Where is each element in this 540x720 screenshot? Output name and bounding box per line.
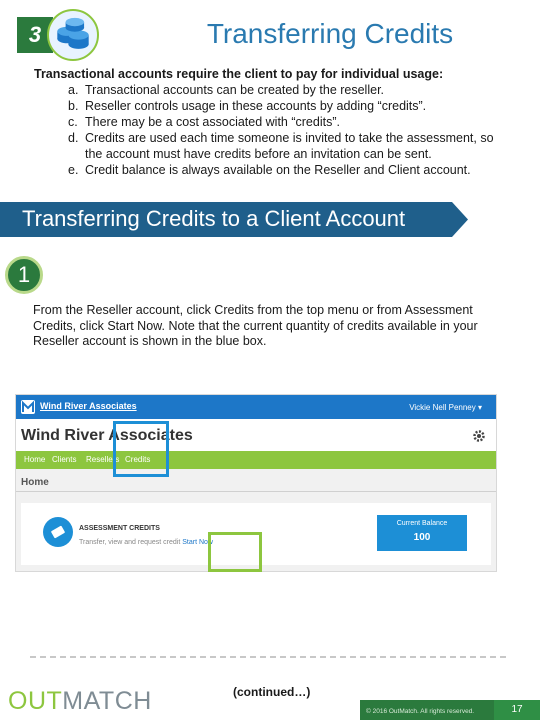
intro-section bbox=[34, 66, 514, 178]
intro-list-item bbox=[68, 162, 514, 178]
card-title: ASSESSMENT CREDITS bbox=[79, 525, 160, 532]
brand-part-one: OUT bbox=[8, 687, 63, 715]
intro-list-item bbox=[68, 130, 514, 162]
menu-clients[interactable]: Clients bbox=[52, 455, 77, 464]
user-name: Vickie Nell Penney bbox=[409, 403, 476, 412]
start-now-link[interactable]: Start Now bbox=[182, 539, 213, 546]
intro-list bbox=[68, 82, 514, 178]
current-balance-box bbox=[377, 515, 467, 551]
step-number-badge: 3 bbox=[17, 17, 53, 53]
intro-lead: Transactional accounts require the client to pay for individual usage: bbox=[34, 67, 444, 81]
intro-list-item bbox=[68, 82, 514, 98]
list-marker: b. bbox=[68, 99, 79, 113]
balance-label: Current Balance bbox=[396, 520, 448, 527]
screenshot-header bbox=[16, 419, 496, 451]
card-desc-text: Transfer, view and request credit bbox=[79, 539, 181, 546]
list-text: Transactional accounts can be created by the reseller. bbox=[85, 83, 385, 97]
app-logo-icon bbox=[21, 400, 35, 414]
list-text: There may be a cost associated with “credits”. bbox=[85, 115, 340, 129]
topbar-company-link[interactable]: Wind River Associates bbox=[40, 401, 137, 411]
intro-list-item bbox=[68, 98, 514, 114]
brand-part-two: MATCH bbox=[62, 687, 152, 715]
menu-home[interactable]: Home bbox=[24, 455, 46, 464]
credits-highlight-box bbox=[113, 421, 169, 477]
copyright-text: © 2016 OutMatch. All rights reserved. bbox=[366, 708, 475, 715]
breadcrumb: Home bbox=[21, 477, 49, 488]
screenshot-menu bbox=[16, 451, 496, 469]
coins-icon bbox=[47, 9, 99, 61]
page-title: Transferring Credits bbox=[206, 18, 454, 49]
list-marker: c. bbox=[68, 115, 78, 129]
gear-icon[interactable] bbox=[472, 429, 486, 443]
intro-list-item bbox=[68, 114, 514, 130]
menu-credits[interactable]: Credits bbox=[125, 455, 151, 464]
user-menu[interactable] bbox=[409, 403, 482, 412]
list-text: Credit balance is always available on the Reseller and Client account. bbox=[85, 163, 471, 177]
ticket-icon bbox=[43, 517, 73, 547]
list-marker: d. bbox=[68, 131, 79, 145]
list-marker: a. bbox=[68, 83, 79, 97]
page-number: 17 bbox=[494, 700, 540, 720]
divider bbox=[16, 491, 496, 492]
list-text: Reseller controls usage in these accounts by adding “credits”. bbox=[85, 99, 427, 113]
menu-resellers[interactable]: Resellers bbox=[86, 455, 120, 464]
step-one-circle: 1 bbox=[5, 256, 43, 294]
brand-logo bbox=[8, 687, 152, 716]
start-now-highlight-box bbox=[208, 532, 262, 572]
footer-divider bbox=[30, 656, 506, 658]
screenshot-topbar bbox=[16, 395, 496, 419]
section-title: Transferring Credits to a Client Account bbox=[22, 206, 406, 231]
list-marker: e. bbox=[68, 163, 79, 177]
instructions-text: From the Reseller account, click Credits from the top menu or from Assessment Credits, click Start Now. Note that the current quantity of credits available in your Reseller account is shown in the blue box. bbox=[33, 303, 478, 348]
list-text: Credits are used each time someone is invited to take the assessment, so the account must have credits before an invitation can be sent. bbox=[85, 131, 494, 161]
continued-label: (continued…) bbox=[233, 685, 311, 699]
chevron-down-icon: ▾ bbox=[477, 403, 482, 412]
card-description bbox=[79, 539, 213, 546]
balance-value: 100 bbox=[413, 532, 431, 543]
company-heading: Wind River Associates bbox=[21, 427, 193, 444]
